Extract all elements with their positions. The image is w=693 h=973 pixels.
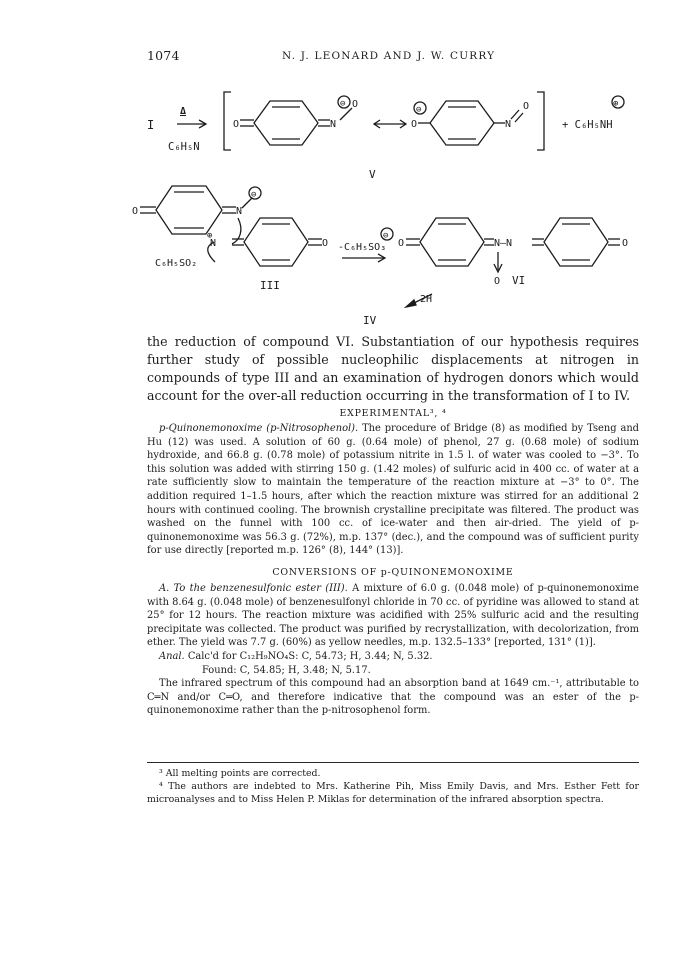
page-number: 1074 xyxy=(147,48,180,63)
footnotes xyxy=(147,767,639,806)
footnote-3: ³ All melting points are corrected. xyxy=(159,768,321,779)
conversions-heading: CONVERSIONS OF p-QUINONEMONOXIME xyxy=(272,567,514,578)
two-hydrogen: 2H xyxy=(420,294,433,305)
bracket-left xyxy=(224,92,231,150)
section-a xyxy=(147,582,639,718)
svg-text:N: N xyxy=(210,238,217,249)
footnote-4: ⁴ The authors are indebted to Mrs. Katherine Pih, Miss Emily Davis, and Mrs. Esther Fett for microanalyses and to Miss Helen P. Miklas for determination of the infrared absorption spectra. xyxy=(147,781,639,805)
pyridine-reagent: C₆H₅N xyxy=(168,141,200,153)
svg-text:O: O xyxy=(322,238,329,249)
svg-text:⊖: ⊖ xyxy=(251,190,257,200)
svg-text:O: O xyxy=(398,238,405,249)
experimental-title: p-Quinonemonoxime xyxy=(159,423,263,434)
svg-text:N—N: N—N xyxy=(494,238,513,249)
svg-text:N: N xyxy=(505,119,512,130)
svg-text:O: O xyxy=(494,276,501,287)
leaving-group: -C₆H₅SO₃ xyxy=(338,242,387,253)
svg-text:O: O xyxy=(352,99,359,110)
svg-text:⊕: ⊕ xyxy=(613,99,619,109)
svg-text:⊖: ⊖ xyxy=(340,99,346,109)
intro-paragraph: the reduction of compound VI. Substantiation of our hypothesis requires further study of possible nucleophilic displacements at nitrogen in compounds of type III and an examination of hydrogen donors which would account for the over-all reduction occurring in the transformation of I to IV. xyxy=(147,334,639,403)
svg-text:N: N xyxy=(330,119,337,130)
compound-I-label: I xyxy=(147,118,155,132)
svg-text:⊕: ⊕ xyxy=(207,231,213,241)
anal-text: Calc'd for C₁₂H₉NO₄S: C, 54.73; H, 3.44; N, 5.32. xyxy=(187,650,433,662)
compound-IV-label: IV xyxy=(363,314,377,327)
svg-text:O: O xyxy=(233,119,240,130)
compound-V-label: V xyxy=(369,168,376,181)
svg-text:O: O xyxy=(523,101,530,112)
running-header-authors: N. J. LEONARD AND J. W. CURRY xyxy=(282,50,496,62)
quinone-ring-6 xyxy=(544,218,608,266)
section-a-title: A. To the benzenesulfonic ester (III). xyxy=(159,583,348,594)
quinone-ring-5 xyxy=(420,218,484,266)
bracket-right xyxy=(537,92,544,150)
experimental-text: The procedure of Bridge (8) as modified by Tseng and Hu (12) was used. A solution of 60 g. (0.64 mole) of phenol, 27 g. (0.68 mole) of sodium hydroxide, and 66.8 g. (0.78 mole) of potassium nitrite in 1.5 l. of water was cooled to −3°. To this solution was added with stirring 150 g. (1.42 moles) of sulfuric acid in 400 cc. of water at a rate sufficiently slow to maintain the temperature of the reaction mixture at −3° to 0°. The addition required 1–1.5 hours, after which the reaction mixture was stirred for an additional 2 hours with continued cooling. The brownish crystalline precipitate was filtered. The product was washed on the funnel with 100 cc. of ice-water and then air-dried. The yield of p-quinonemonoxime was 56.3 g. (72%), m.p. 137° (dec.), and the compound was of sufficient purity for use directly [reported m.p. 126° (8), 144° (13)]. xyxy=(147,423,640,557)
svg-text:O: O xyxy=(622,238,629,249)
found-text: Found: C, 54.85; H, 3.48; N, 5.17. xyxy=(202,664,371,676)
experimental-title-paren: (p-Nitrosophenol). xyxy=(266,423,359,434)
svg-text:O: O xyxy=(132,206,139,217)
section-a-text: A mixture of 6.0 g. (0.048 mole) of p-quinonemonoxime with 8.64 g. (0.048 mole) of benzenesulfonyl chloride in 70 cc. of pyridine was allowed to stand at 25° for 12 hours. The reaction mixture was acidified with 25% sulfuric acid and the resulting precipitate was collected. The product was purified by recrystallization, with decolorization, from ether. The yield was 7.7 g. (60%) as yellow needles, m.p. 132.5–133° [reported, 131° (1)]. xyxy=(147,583,640,649)
footnote-rule xyxy=(147,762,639,763)
compound-III-label: III xyxy=(260,279,280,292)
reaction-scheme xyxy=(0,0,693,330)
pyridinium-cation: + C₆H₅NH xyxy=(562,119,613,131)
svg-text:⊖: ⊖ xyxy=(383,231,389,241)
svg-text:N: N xyxy=(236,206,243,217)
experimental-section xyxy=(147,422,639,558)
compound-VI-label: VI xyxy=(512,274,526,287)
ir-text: The infrared spectrum of this compound had an absorption band at 1649 cm.⁻¹, attributable to C═N and/or C═O, and therefore indicative that the compound was an ester of the p-quinonemonoxime rather than the p-nitrosophenol form. xyxy=(147,678,639,717)
svg-text:O: O xyxy=(411,119,418,130)
sulfonyl-group: C₆H₅SO₂ xyxy=(155,258,198,269)
quinone-ring-4 xyxy=(244,218,308,266)
experimental-heading: EXPERIMENTAL³, ⁴ xyxy=(339,408,447,419)
svg-text:⊖: ⊖ xyxy=(416,105,422,115)
svg-text:Δ: Δ xyxy=(180,106,187,117)
quinone-ring-3 xyxy=(156,186,222,234)
anal-label: Anal. xyxy=(159,650,185,662)
